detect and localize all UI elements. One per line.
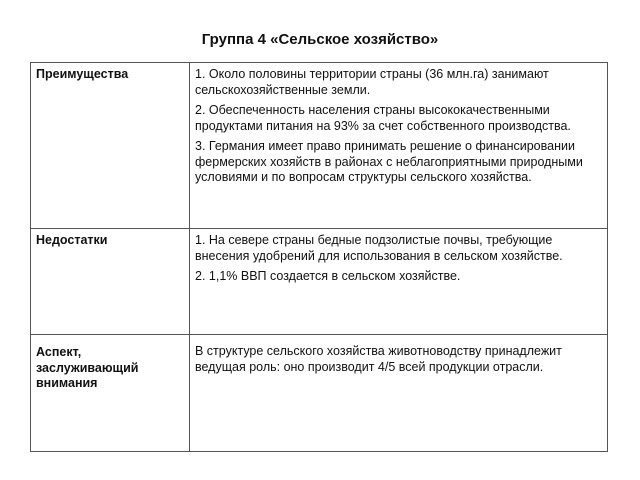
disadvantage-item-1: 1. На севере страны бедные подзолистые почвы, требующие внесения удобрений для использования в сельском хозяйстве. [195,233,563,263]
table-row-advantages [31,63,608,229]
advantage-item-1: 1. Около половины территории страны (36 млн.га) занимают сельскохозяйственные земли. [195,67,549,97]
row-label-aspect: Аспект, заслуживающий внимания [31,335,190,452]
aspect-item-1: В структуре сельского хозяйства животноводству принадлежит ведущая роль: оно производит 4/5 всей продукции отрасли. [195,344,562,374]
row-label-disadvantages: Недостатки [31,229,190,335]
row-label-advantages: Преимущества [31,63,190,229]
advantage-item-2: 2. Обеспеченность населения страны высококачественными продуктами питания на 93% за счет собственного производства. [195,103,571,133]
advantage-item-3: 3. Германия имеет право принимать решение о финансировании фермерских хозяйств в районах с неблагоприятными природными условиями и по вопросам структуры сельского хозяйства. [195,139,583,184]
table-row-disadvantages [31,229,608,335]
row-content-aspect [190,335,608,452]
row-content-advantages [190,63,608,229]
summary-table [30,62,608,452]
disadvantage-item-2: 2. 1,1% ВВП создается в сельском хозяйстве. [195,269,461,283]
row-content-disadvantages [190,229,608,335]
table-row-aspect [31,335,608,452]
page-title: Группа 4 «Сельское хозяйство» [201,31,439,48]
